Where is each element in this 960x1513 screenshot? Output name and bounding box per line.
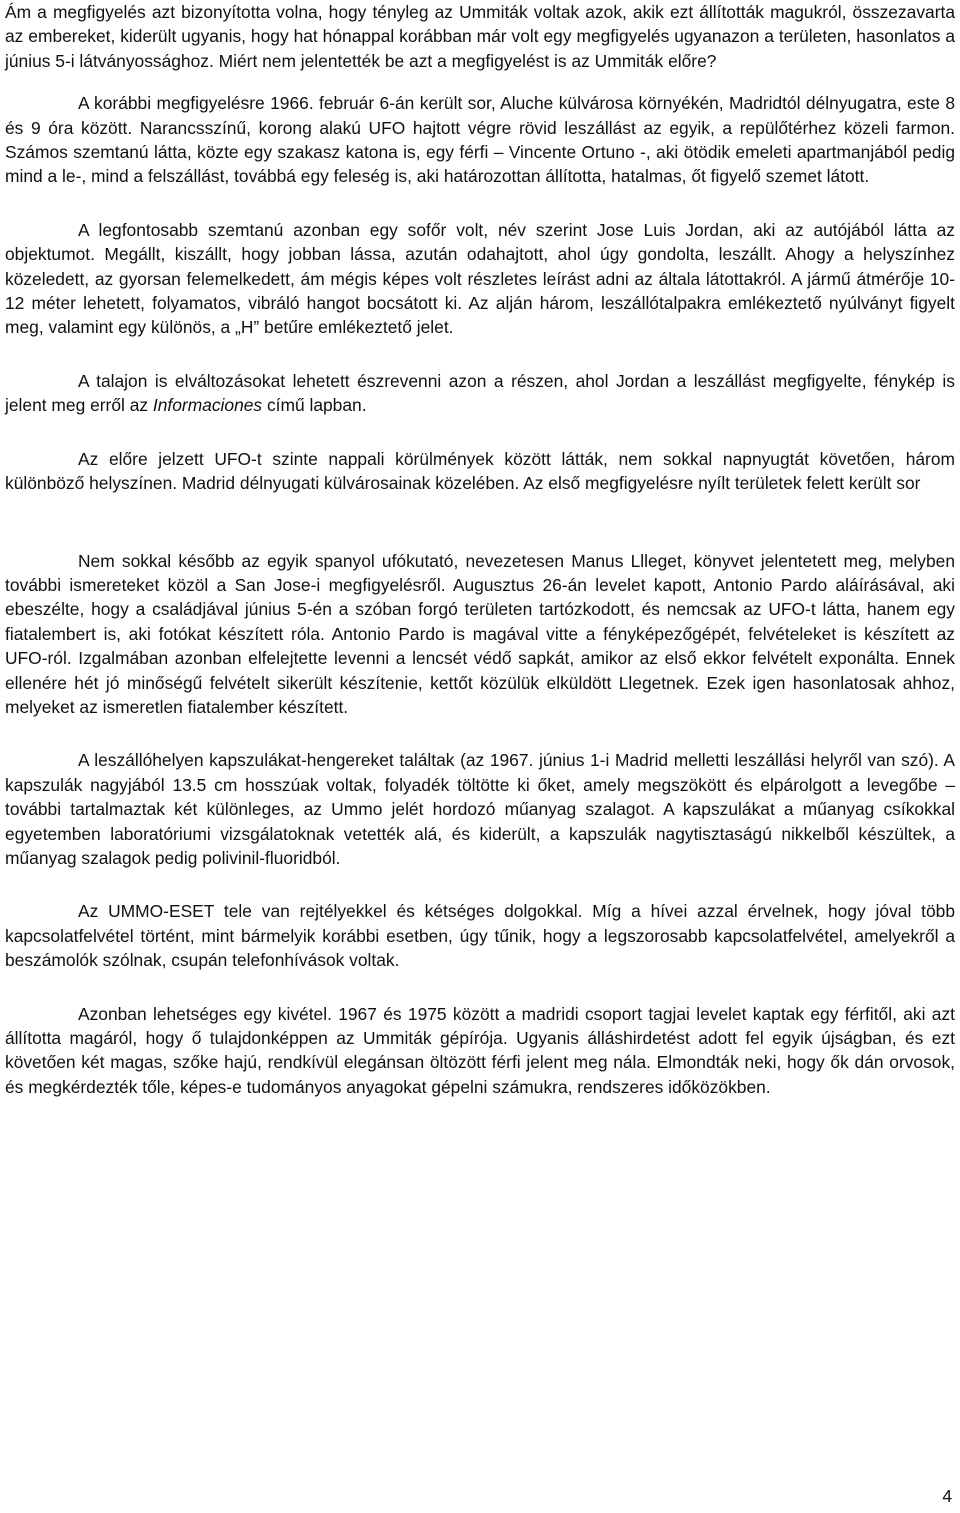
paragraph-9: Azonban lehetséges egy kivétel. 1967 és 1975 között a madridi csoport tagjai levelet kaptak egy férfitől, aki azt állította magáról, hogy ő tulajdonképpen az Ummiták gépírója. Ugyanis álláshirdetést adott fel egyik újságban, és ezt követően két magas, szőke hajú, rendkívül elegánsan öltözött férfi jelent meg nála. Elmondták neki, hogy ők dán orvosok, és megkérdezték tőle, képes-e tudományos anyagokat gépelni számukra, rendszeres időközökben. xyxy=(5,1003,955,1097)
paragraph-2: A korábbi megfigyelésre 1966. február 6-án került sor, Aluche külvárosa környékén, Madridtól délnyugatra, este 8 és 9 óra között. Narancsszínű, korong alakú UFO hajtott végre rövid leszállást az egyik, a repülőtérhez közeli farmon. Számos szemtanú látta, közte egy szakasz katona is, egy férfi – Vincente Ortuno -, aki ötödik emeleti apartmanjából pedig mind a le-, mind a felszállást, továbbá egy feleség is, aki határozottan állította, hatalmas, őt figyelő szemet látott. xyxy=(5,93,955,187)
paragraph-4 xyxy=(5,369,955,418)
paragraph-1: Ám a megfigyelés azt bizonyította volna, hogy tényleg az Ummiták voltak azok, akik ezt állították magukról, összezavarta az embereket, kiderült ugyanis, hogy hat hónappal korábban már volt egy megfigyelés ugyanazon a területen, hasonlatos a június 5-i látványossághoz. Miért nem jelentették be azt a megfigyelést is az Ummiták előre? xyxy=(5,2,955,71)
paragraph-8: Az UMMO-ESET tele van rejtélyekkel és kétséges dolgokkal. Míg a hívei azzal érvelnek, hogy jóval több kapcsolatfelvétel történt, mint bármelyik korábbi esetben, úgy tűnik, hogy a legszorosabb kapcsolatfelvétel, amelyekről a beszámolók szólnak, csupán telefonhívások voltak. xyxy=(5,901,955,971)
paragraph-6: Nem sokkal később az egyik spanyol ufókutató, nevezetesen Manus Llleget, könyvet jelentetett meg, melyben további ismereteket közöl a San Jose-i megfigyelésről. Augusztus 26-án levelet kapott, Antonio Pardo aláírásával, aki ebeszélte, hogy a családjával június 5-én a szóban forgó területen tartózkodott, és nemcsak az UFO-t látta, hanem egy fiatalembert is, aki fotókat készített róla. Antonio Pardo is magával vitte a fényképezőgépét, felvételeket is készített az UFO-ról. Izgalmában azonban elfelejtette levenni a lencsét védő sapkát, amikor az első ekkor felvételt exponálta. Ennek ellenére hét jó minőségű felvételt sikerült készítenie, kettőt közülük elküldött Llegetnek. Ezek igen hasonlatosak ahhoz, melyeket az ismeretlen fiatalember készített. xyxy=(5,550,955,717)
paragraph-4-text-before: A talajon is elváltozásokat lehetett észrevenni azon a részen, ahol Jordan a leszállást megfigyelte, fénykép is jelent meg erről az xyxy=(5,370,955,416)
paragraph-3: A legfontosabb szemtanú azonban egy sofőr volt, név szerint Jose Luis Jordan, aki az autójából látta az objektumot. Megállt, kiszállt, hogy jobban lássa, azután odahajtott, ahol úgy gondolta, leszállt. Ahogy a helyszínhez közeledett, az gyorsan felemelkedett, ám mégis képes volt részletes leírást adni az általa látottakról. A jármű átmérője 10-12 méter lehetett, folyamatos, vibráló hangot bocsátott ki. Az alján három, leszállótalpakra emlékeztető nyúlványt figyelt meg, valamint egy különös, a „H” betűre emlékeztető jelet. xyxy=(5,219,955,338)
paragraph-4-text-after: című lapban. xyxy=(262,395,367,416)
page-number: 4 xyxy=(942,1486,952,1506)
paragraph-7: A leszállóhelyen kapszulákat-hengereket találtak (az 1967. június 1-i Madrid melletti leszállási helyről van szó). A kapszulák nagyjából 13.5 cm hosszúak voltak, folyadék töltötte ki őket, amely megszökött és elpárolgott a levegőbe – további tartalmaztak két különleges, az Ummo jelét hordozó műanyag szalagot. A kapszulákat a műanyag csíkokkal egyetemben laboratóriumi vizsgálatoknak vetették alá, és kiderült, a kapszulák nagytisztaságú nikkelből készültek, a műanyag szalagok pedig polivinil-fluoridból. xyxy=(5,750,955,868)
document-page xyxy=(5,0,955,1099)
paragraph-5: Az előre jelzett UFO-t szinte nappali körülmények között látták, nem sokkal napnyugtát követően, három különböző helyszínen. Madrid délnyugati külvárosainak közelében. Az első megfigyelésre nyílt területek felett került sor xyxy=(5,448,955,494)
newspaper-title: Informaciones xyxy=(152,395,263,416)
